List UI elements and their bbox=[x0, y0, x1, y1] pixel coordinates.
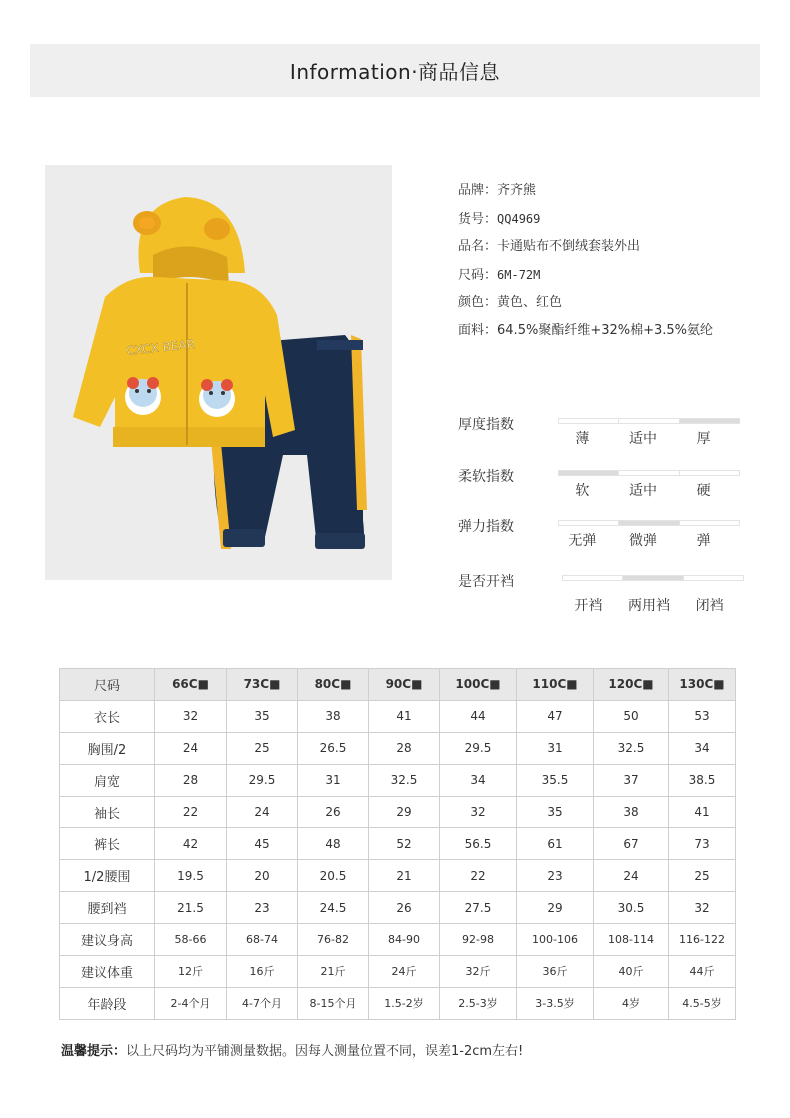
table-cell: 24.5 bbox=[298, 892, 369, 924]
table-cell: 41 bbox=[369, 700, 440, 732]
table-cell: 20.5 bbox=[298, 860, 369, 892]
table-cell: 24 bbox=[227, 796, 298, 828]
scale-option: 弹 bbox=[696, 533, 711, 549]
table-row bbox=[60, 700, 736, 732]
table-cell: 76-82 bbox=[298, 924, 369, 956]
table-cell: 24 bbox=[594, 860, 669, 892]
scale-option: 软 bbox=[575, 483, 590, 499]
table-cell: 32.5 bbox=[594, 732, 669, 764]
scale-option: 薄 bbox=[575, 431, 590, 447]
table-header-cell: 130C■ bbox=[669, 669, 736, 701]
scale-option: 闭裆 bbox=[695, 598, 724, 614]
table-cell: 61 bbox=[517, 828, 594, 860]
scale-option: 适中 bbox=[629, 483, 657, 499]
index-scale bbox=[562, 575, 744, 581]
table-cell: 1.5-2岁 bbox=[369, 987, 440, 1019]
table-row bbox=[60, 828, 736, 860]
table-header-cell: 110C■ bbox=[517, 669, 594, 701]
table-cell: 3-3.5岁 bbox=[517, 987, 594, 1019]
table-header-cell: 尺码 bbox=[60, 669, 155, 701]
table-cell: 84-90 bbox=[369, 924, 440, 956]
index-scale bbox=[558, 470, 740, 476]
table-cell: 56.5 bbox=[440, 828, 517, 860]
table-row-label: 肩宽 bbox=[60, 764, 155, 796]
table-row bbox=[60, 987, 736, 1019]
table-header-cell: 80C■ bbox=[298, 669, 369, 701]
table-cell: 20 bbox=[227, 860, 298, 892]
page-title: Information·商品信息 bbox=[289, 60, 501, 84]
table-cell: 52 bbox=[369, 828, 440, 860]
table-cell: 30.5 bbox=[594, 892, 669, 924]
table-cell: 31 bbox=[517, 732, 594, 764]
table-row bbox=[60, 924, 736, 956]
table-row bbox=[60, 956, 736, 988]
table-cell: 38 bbox=[594, 796, 669, 828]
table-cell: 26 bbox=[298, 796, 369, 828]
table-cell: 26 bbox=[369, 892, 440, 924]
table-cell: 38 bbox=[298, 700, 369, 732]
scale-option: 微弹 bbox=[629, 533, 657, 549]
table-cell: 22 bbox=[440, 860, 517, 892]
table-cell: 108-114 bbox=[594, 924, 669, 956]
table-header-cell: 100C■ bbox=[440, 669, 517, 701]
table-cell: 73 bbox=[669, 828, 736, 860]
table-cell: 25 bbox=[227, 732, 298, 764]
table-cell: 24斤 bbox=[369, 956, 440, 988]
product-info-list bbox=[458, 178, 768, 346]
table-cell: 31 bbox=[298, 764, 369, 796]
table-cell: 26.5 bbox=[298, 732, 369, 764]
index-scale bbox=[558, 418, 740, 424]
table-header-cell: 66C■ bbox=[155, 669, 227, 701]
table-row-label: 袖长 bbox=[60, 796, 155, 828]
table-cell: 4岁 bbox=[594, 987, 669, 1019]
scale-option: 厚 bbox=[696, 431, 711, 447]
table-cell: 92-98 bbox=[440, 924, 517, 956]
table-row bbox=[60, 892, 736, 924]
size-chart-table bbox=[59, 668, 736, 1020]
table-cell: 29 bbox=[517, 892, 594, 924]
table-cell: 36斤 bbox=[517, 956, 594, 988]
table-cell: 48 bbox=[298, 828, 369, 860]
tip-label: 温馨提示： bbox=[61, 1044, 127, 1059]
table-cell: 45 bbox=[227, 828, 298, 860]
table-cell: 22 bbox=[155, 796, 227, 828]
table-cell: 53 bbox=[669, 700, 736, 732]
table-cell: 29.5 bbox=[227, 764, 298, 796]
table-cell: 58-66 bbox=[155, 924, 227, 956]
table-cell: 4-7个月 bbox=[227, 987, 298, 1019]
scale-option: 适中 bbox=[629, 431, 657, 447]
table-cell: 12斤 bbox=[155, 956, 227, 988]
table-cell: 34 bbox=[669, 732, 736, 764]
table-row-label: 腰到裆 bbox=[60, 892, 155, 924]
table-header-cell: 73C■ bbox=[227, 669, 298, 701]
table-cell: 50 bbox=[594, 700, 669, 732]
table-cell: 2.5-3岁 bbox=[440, 987, 517, 1019]
table-header-cell: 90C■ bbox=[369, 669, 440, 701]
table-cell: 100-106 bbox=[517, 924, 594, 956]
table-cell: 32.5 bbox=[369, 764, 440, 796]
table-cell: 41 bbox=[669, 796, 736, 828]
table-header-cell: 120C■ bbox=[594, 669, 669, 701]
size-tip bbox=[61, 1040, 523, 1059]
table-cell: 40斤 bbox=[594, 956, 669, 988]
table-cell: 4.5-5岁 bbox=[669, 987, 736, 1019]
table-cell: 35.5 bbox=[517, 764, 594, 796]
info-colors: 颜色：黄色、红色 bbox=[458, 295, 563, 310]
table-cell: 35 bbox=[227, 700, 298, 732]
table-row-label: 胸围/2 bbox=[60, 732, 155, 764]
table-cell: 28 bbox=[369, 732, 440, 764]
table-row bbox=[60, 860, 736, 892]
info-fabric: 面料：64.5%聚酯纤维+32%棉+3.5%氨纶 bbox=[458, 323, 714, 338]
scale-option: 无弹 bbox=[568, 533, 597, 549]
table-cell: 24 bbox=[155, 732, 227, 764]
table-cell: 19.5 bbox=[155, 860, 227, 892]
table-cell: 21 bbox=[369, 860, 440, 892]
info-brand: 品牌：齐齐熊 bbox=[458, 183, 537, 198]
table-cell: 2-4个月 bbox=[155, 987, 227, 1019]
table-cell: 44斤 bbox=[669, 956, 736, 988]
info-item-number: 货号：QQ4969 bbox=[458, 212, 541, 227]
table-cell: 21.5 bbox=[155, 892, 227, 924]
scale-option: 硬 bbox=[696, 483, 711, 499]
index-scale bbox=[558, 520, 740, 526]
table-cell: 27.5 bbox=[440, 892, 517, 924]
product-photo bbox=[45, 165, 392, 580]
table-row-label: 年龄段 bbox=[60, 987, 155, 1019]
table-cell: 38.5 bbox=[669, 764, 736, 796]
table-cell: 16斤 bbox=[227, 956, 298, 988]
tip-text: 以上尺码均为平铺测量数据。因每人测量位置不同，误差1-2cm左右! bbox=[126, 1044, 524, 1059]
table-cell: 32 bbox=[669, 892, 736, 924]
table-cell: 23 bbox=[517, 860, 594, 892]
table-header-row bbox=[60, 669, 736, 701]
table-cell: 28 bbox=[155, 764, 227, 796]
scale-option: 开裆 bbox=[574, 598, 603, 614]
table-cell: 67 bbox=[594, 828, 669, 860]
table-row-label: 1/2腰围 bbox=[60, 860, 155, 892]
table-cell: 47 bbox=[517, 700, 594, 732]
svg-text:CXCX BEAR: CXCX BEAR bbox=[125, 336, 196, 358]
table-cell: 21斤 bbox=[298, 956, 369, 988]
table-row bbox=[60, 796, 736, 828]
table-cell: 23 bbox=[227, 892, 298, 924]
table-cell: 42 bbox=[155, 828, 227, 860]
table-cell: 32 bbox=[440, 796, 517, 828]
table-cell: 25 bbox=[669, 860, 736, 892]
header-bar bbox=[30, 44, 760, 97]
table-cell: 32 bbox=[155, 700, 227, 732]
table-row-label: 建议身高 bbox=[60, 924, 155, 956]
table-cell: 34 bbox=[440, 764, 517, 796]
table-cell: 29.5 bbox=[440, 732, 517, 764]
table-cell: 35 bbox=[517, 796, 594, 828]
table-row-label: 衣长 bbox=[60, 700, 155, 732]
table-cell: 116-122 bbox=[669, 924, 736, 956]
table-row bbox=[60, 764, 736, 796]
product-illustration bbox=[45, 165, 392, 580]
table-row-label: 建议体重 bbox=[60, 956, 155, 988]
table-cell: 68-74 bbox=[227, 924, 298, 956]
table-cell: 29 bbox=[369, 796, 440, 828]
table-row-label: 裤长 bbox=[60, 828, 155, 860]
info-size-range: 尺码：6M-72M bbox=[458, 268, 541, 283]
info-product-name: 品名：卡通贴布不倒绒套装外出 bbox=[458, 239, 641, 254]
table-row bbox=[60, 732, 736, 764]
table-cell: 8-15个月 bbox=[298, 987, 369, 1019]
scale-option: 两用裆 bbox=[628, 598, 670, 614]
table-cell: 32斤 bbox=[440, 956, 517, 988]
table-cell: 37 bbox=[594, 764, 669, 796]
table-cell: 44 bbox=[440, 700, 517, 732]
